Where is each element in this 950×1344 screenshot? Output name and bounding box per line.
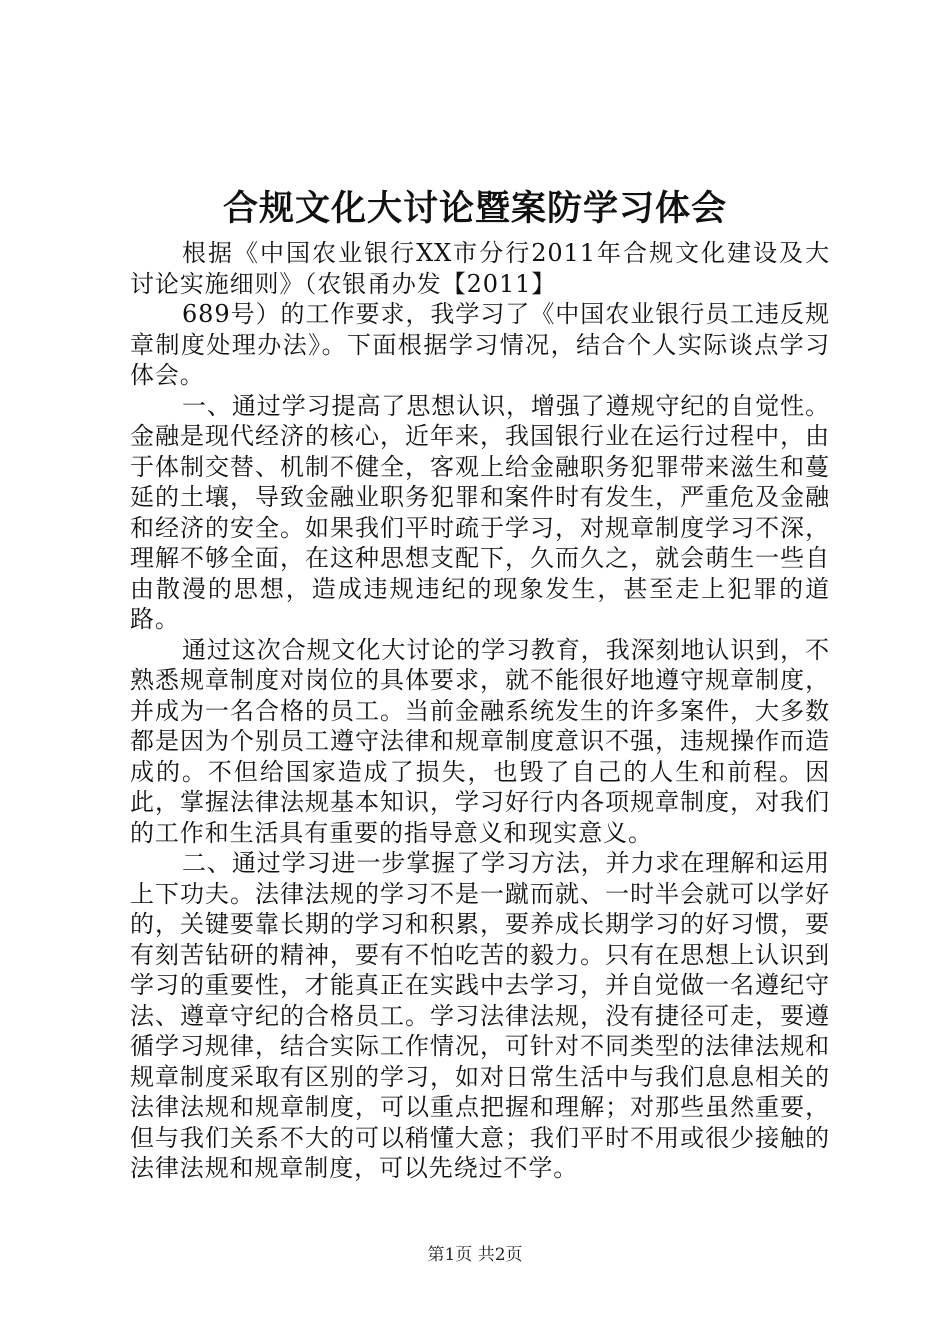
paragraph-intro-continued: 689号）的工作要求，我学习了《中国农业银行员工违反规章制度处理办法》。下面根据学习情况，结合个人实际谈点学习体会。 (130, 300, 830, 389)
document-title: 合规文化大讨论暨案防学习体会 (222, 188, 727, 229)
paragraph-intro: 根据《中国农业银行XX市分行2011年合规文化建设及大讨论实施细则》（农银甬办发【2011】 (130, 239, 830, 298)
paragraph-section-two: 二、通过学习进一步掌握了学习方法，并力求在理解和运用上下功夫。法律法规的学习不是一蹴而就、一时半会就可以学好的，关键要靠长期的学习和积累，要养成长期学习的好习惯，要有刻苦钻研的精神，要有不怕吃苦的毅力。只有在思想上认识到学习的重要性，才能真正在实践中去学习，并自觉做一名遵纪守法、遵章守纪的合格员工。学习法律法规，没有捷径可走，要遵循学习规律，结合实际工作情况，可针对不同类型的法律法规和规章制度采取有区别的学习，如对日常生活中与我们息息相关的法律法规和规章制度，可以重点把握和理解；对那些虽然重要，但与我们关系不大的可以稍懂大意；我们平时不用或很少接触的法律法规和规章制度，可以先绕过不学。 (130, 849, 830, 1182)
page-number-footer: 第1页 共2页 (427, 1245, 523, 1265)
paragraph-section-one-detail: 通过这次合规文化大讨论的学习教育，我深刻地认识到，不熟悉规章制度对岗位的具体要求，就不能很好地遵守规章制度，并成为一名合格的员工。当前金融系统发生的许多案件，大多数都是因为个别员工遵守法律和规章制度意识不强，违规操作而造成的。不但给国家造成了损失，也毁了自己的人生和前程。因此，掌握法律法规基本知识，学习好行内各项规章制度，对我们的工作和生活具有重要的指导意义和现实意义。 (130, 635, 830, 847)
paragraph-section-one: 一、通过学习提高了思想认识，增强了遵规守纪的自觉性。金融是现代经济的核心，近年来，我国银行业在运行过程中，由于体制交替、机制不健全，客观上给金融职务犯罪带来滋生和蔓延的土壤，导致金融业职务犯罪和案件时有发生，严重危及金融和经济的安全。如果我们平时疏于学习，对规章制度学习不深，理解不够全面，在这种思想支配下，久而久之，就会萌生一些自由散漫的思想，造成违规违纪的现象发生，甚至走上犯罪的道路。 (130, 391, 830, 633)
document-body (130, 238, 830, 1184)
